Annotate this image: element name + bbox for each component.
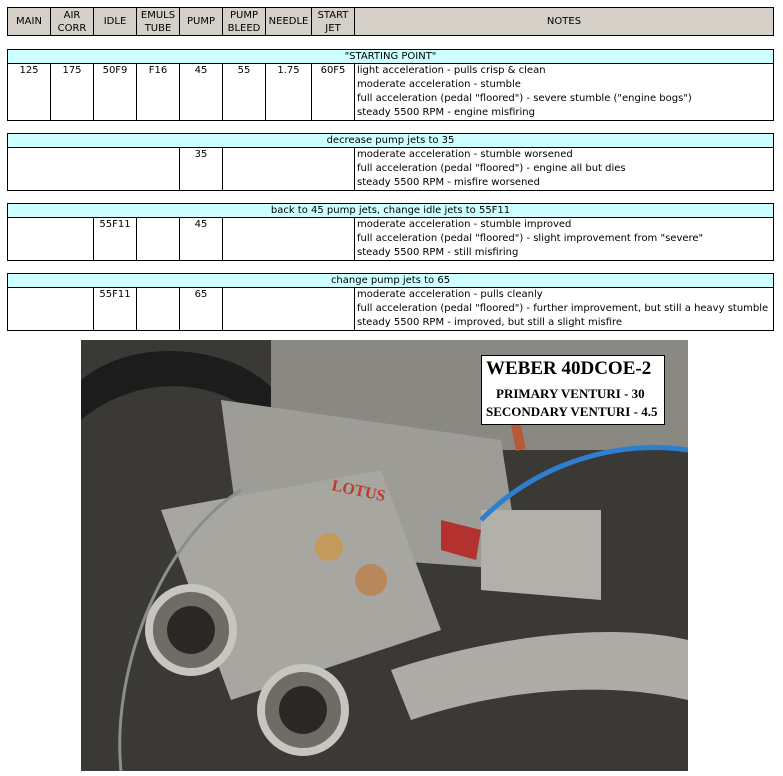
- cell-needle: 1.75: [266, 64, 312, 121]
- note-line: steady 5500 RPM - engine misfiring: [357, 107, 535, 118]
- cell-pump-bleed: 55: [223, 64, 266, 121]
- note-line: light acceleration - pulls crisp & clean: [357, 65, 546, 76]
- cell-empty: [223, 288, 355, 331]
- cell-pump: 65: [180, 288, 223, 331]
- header-notes: NOTES: [355, 8, 774, 36]
- note-line: moderate acceleration - stumble worsened: [357, 149, 573, 160]
- header-pump-bleed: PUMP BLEED: [223, 8, 266, 36]
- cell-pump: 45: [180, 64, 223, 121]
- note-line: moderate acceleration - stumble improved: [357, 219, 572, 230]
- header-main: MAIN: [8, 8, 51, 36]
- cell-pump: 35: [180, 148, 223, 191]
- section-back-to-45: [7, 203, 774, 261]
- header-needle: NEEDLE: [266, 8, 312, 36]
- label-primary-venturi: PRIMARY VENTURI - 30: [496, 386, 645, 401]
- header-idle: IDLE: [94, 8, 137, 36]
- header-pump: PUMP: [180, 8, 223, 36]
- header-start-jet: START JET: [312, 8, 355, 36]
- lotus-logo: LOTUS: [330, 477, 387, 506]
- header-air-corr: AIR CORR: [51, 8, 94, 36]
- cell-air-corr: 175: [51, 64, 94, 121]
- cell-notes: [355, 64, 774, 121]
- cell-notes: [355, 288, 774, 331]
- note-line: full acceleration (pedal "floored") - engine all but dies: [357, 163, 626, 174]
- section-title: "STARTING POINT": [8, 50, 774, 64]
- cell-notes: [355, 218, 774, 261]
- cell-emuls-tube: F16: [137, 64, 180, 121]
- note-line: moderate acceleration - pulls cleanly: [357, 289, 543, 300]
- cell-idle: 55F11: [94, 218, 137, 261]
- section-starting-point: [7, 49, 774, 121]
- note-line: full acceleration (pedal "floored") - further improvement, but still a heavy stumble: [357, 303, 769, 314]
- cell-main: 125: [8, 64, 51, 121]
- label-secondary-venturi: SECONDARY VENTURI - 4.5: [486, 404, 658, 419]
- cell-empty: [137, 218, 180, 261]
- cell-empty: [8, 288, 94, 331]
- header-table: [7, 7, 774, 36]
- carburetor-label: [481, 355, 665, 425]
- cell-idle: 55F11: [94, 288, 137, 331]
- cell-empty: [223, 148, 355, 191]
- section-decrease-pump: [7, 133, 774, 191]
- note-line: steady 5500 RPM - improved, but still a slight misfire: [357, 317, 623, 328]
- cell-empty: [8, 218, 94, 261]
- label-heading: WEBER 40DCOE-2: [486, 358, 652, 379]
- section-title: decrease pump jets to 35: [8, 134, 774, 148]
- section-title: change pump jets to 65: [8, 274, 774, 288]
- cell-empty: [137, 288, 180, 331]
- note-line: steady 5500 RPM - misfire worsened: [357, 177, 540, 188]
- note-line: moderate acceleration - stumble: [357, 79, 521, 90]
- section-change-pump-65: [7, 273, 774, 331]
- note-line: steady 5500 RPM - still misfiring: [357, 247, 519, 258]
- cell-pump: 45: [180, 218, 223, 261]
- section-title: back to 45 pump jets, change idle jets to 55F11: [8, 204, 774, 218]
- cell-notes: [355, 148, 774, 191]
- cell-empty: [8, 148, 180, 191]
- note-line: full acceleration (pedal "floored") - severe stumble ("engine bogs"): [357, 93, 692, 104]
- cell-empty: [223, 218, 355, 261]
- cell-start-jet: 60F5: [312, 64, 355, 121]
- cell-idle: 50F9: [94, 64, 137, 121]
- note-line: full acceleration (pedal "floored") - slight improvement from "severe": [357, 233, 704, 244]
- header-emuls-tube: EMULS TUBE: [137, 8, 180, 36]
